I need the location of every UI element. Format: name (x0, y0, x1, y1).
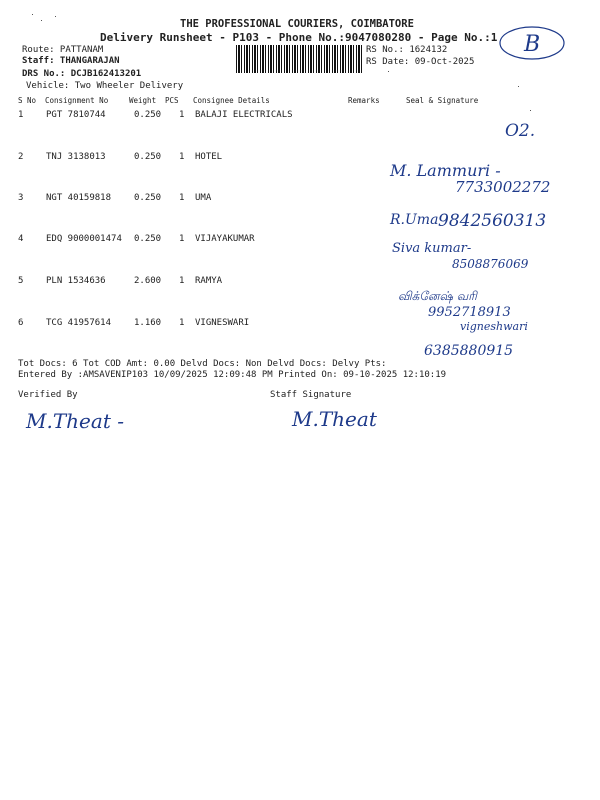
row-sno: 4 (18, 234, 24, 244)
handwritten-signatures (380, 110, 590, 370)
row3-phone-handwriting: 9842560313 (438, 211, 547, 231)
row6-name-handwriting: vigneshwari (460, 320, 528, 333)
row-consignment: TNJ 3138013 (46, 152, 106, 162)
col-consignee: Consignee Details (193, 96, 270, 105)
row3-name-handwriting: R.Uma (390, 212, 439, 228)
company-title: THE PROFESSIONAL COURIERS, COIMBATORE (180, 18, 414, 30)
row6-phone2-handwriting: 6385880915 (424, 343, 514, 359)
col-weight: Weight (129, 96, 157, 105)
row-consignee: VIJAYAKUMAR (195, 234, 255, 244)
col-consignment: Consignment No (45, 96, 109, 105)
col-pcs: PCS (165, 96, 179, 105)
row4-name-handwriting: Siva kumar- (392, 241, 472, 256)
row6-phone1-handwriting: 9952718913 (428, 305, 511, 320)
row-weight: 0.250 (134, 152, 162, 162)
row4-phone-handwriting: 8508876069 (452, 257, 529, 271)
barcode (236, 45, 362, 73)
verified-signature (24, 400, 174, 444)
staff-signature (290, 398, 420, 442)
row-sno: 6 (18, 318, 24, 328)
col-seal-signature: Seal & Signature (406, 96, 479, 105)
row-weight: 0.250 (134, 193, 162, 203)
row-pcs: 1 (179, 110, 185, 120)
row-consignment: EDQ 9000001474 (46, 234, 122, 244)
col-sno: S No (18, 96, 37, 105)
staff-label: Staff: THANGARAJAN (22, 56, 120, 66)
svg-text:M.Theat: M.Theat (292, 407, 377, 431)
row-consignee: UMA (195, 193, 212, 203)
row-weight: 1.160 (134, 318, 162, 328)
circled-letter (498, 24, 568, 66)
row-consignment: NGT 40159818 (46, 193, 112, 203)
row-consignment: PGT 7810744 (46, 110, 106, 120)
row-pcs: 1 (179, 318, 185, 328)
row-consignee: VIGNESWARI (195, 318, 250, 328)
row1-handwriting: O2. (505, 121, 536, 141)
col-remarks: Remarks (348, 96, 380, 105)
row-sno: 5 (18, 276, 24, 286)
row2-phone-handwriting: 7733002272 (455, 178, 551, 196)
row6-script-handwriting: விக்னேஷ் வரி (398, 289, 477, 303)
row-weight: 0.250 (134, 110, 162, 120)
row-consignee: BALAJI ELECTRICALS (195, 110, 293, 120)
rs-date: RS Date: 09-Oct-2025 (366, 57, 475, 67)
row-pcs: 1 (179, 193, 185, 203)
svg-text:M.Theat -: M.Theat - (26, 409, 124, 433)
entered-by-line: Entered By :AMSAVENIP103 10/09/2025 12:09:48 PM Printed On: 09-10-2025 12:10:19 (18, 370, 447, 380)
row-pcs: 1 (179, 152, 185, 162)
vehicle-label: Vehicle: Two Wheeler Delivery (26, 81, 184, 91)
row-pcs: 1 (179, 234, 185, 244)
row-weight: 0.250 (134, 234, 162, 244)
staff-signature-label: Staff Signature (270, 390, 352, 400)
svg-text:B: B (524, 32, 541, 57)
drs-number: DRS No.: DCJB162413201 (22, 69, 142, 79)
row-weight: 2.600 (134, 276, 162, 286)
verified-by-label: Verified By (18, 390, 78, 400)
rs-number: RS No.: 1624132 (366, 45, 448, 55)
row-consignment: TCG 41957614 (46, 318, 112, 328)
totals-line: Tot Docs: 6 Tot COD Amt: 0.00 Delvd Docs: Non Delvd Docs: Delvy Pts: (18, 359, 387, 369)
row-sno: 1 (18, 110, 24, 120)
row-pcs: 1 (179, 276, 185, 286)
row-sno: 3 (18, 193, 24, 203)
row2-name-handwriting: M. Lammuri - (390, 161, 501, 180)
row-sno: 2 (18, 152, 24, 162)
route-label: Route: PATTANAM (22, 45, 104, 55)
row-consignment: PLN 1534636 (46, 276, 106, 286)
runsheet-subtitle: Delivery Runsheet - P103 - Phone No.:9047080280 - Page No.:1 (100, 31, 498, 44)
row-consignee: RAMYA (195, 276, 223, 286)
row-consignee: HOTEL (195, 152, 223, 162)
